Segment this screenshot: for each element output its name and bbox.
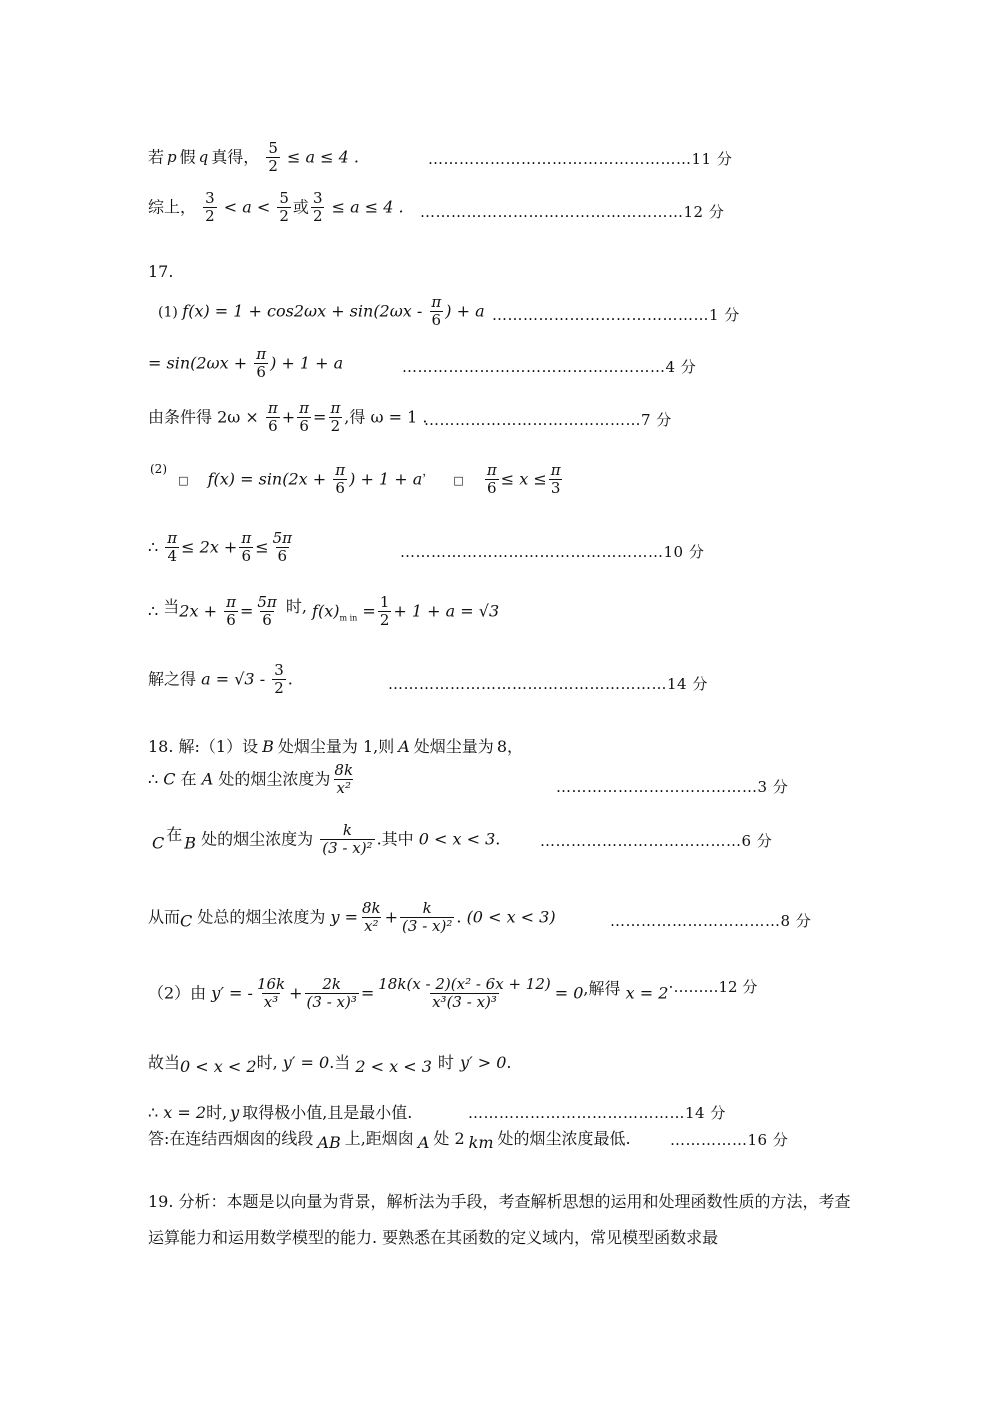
line-12pts: 综上， $\frac{3}{2}$ < a < $\frac{5}{2}$ 或 $\frac{3}{2}$ ≤ a ≤ 4 . — [148, 189, 404, 226]
score-8: ……………………………8 分 — [610, 912, 812, 930]
line-17-3: 由条件得 2ω × $\frac{\pi}{6}$ + $\frac{\pi}{6}$ = $\frac{\pi}{2}$ ,得 ω = 1 . — [148, 399, 428, 436]
score-16: ……………16 分 — [670, 1131, 789, 1149]
score-14b: ……………………………………14 分 — [468, 1104, 726, 1122]
line-18-5: （2）由 y′ = - $\frac{16k}{\text{x³}}$ + $\frac{2k}{\text{(3 - x)³}}$ = $\frac{\text{18k(x - 2)(x² - 6x + 12)}}{\text{x³(3 - x)³}}$ = 0,解得 x = 2⋅………12 分 — [148, 975, 758, 1012]
score-3: …………………………………3 分 — [556, 778, 789, 796]
line-17-6: ∴ 当2x + $\frac{\pi}{6}$ = $\frac{5\pi}{6}$ 时, $f(x)_{m in}$ = $\frac{1}{2}$ + 1 + a = √3 — [148, 593, 500, 630]
line-17-2: = sin(2ωx + $\frac{\pi}{6}$ ) + 1 + a — [148, 345, 344, 382]
score-6: …………………………………6 分 — [540, 832, 773, 850]
score-7: ……………………………………7 分 — [424, 411, 672, 429]
score-14a: ………………………………………………14 分 — [388, 675, 708, 693]
line-18-1: 18. 解:（1）设 B 处烟尘量为 1,则 A 处烟尘量为 8， — [148, 737, 524, 756]
score-4: ……………………………………………4 分 — [402, 358, 697, 376]
line-17-1: (1) f(x) = 1 + cos2ωx + sin(2ωx - $\frac{\pi}{6}$ ) + a — [158, 293, 485, 330]
line-17-5: ∴ $\frac{\pi}{4}$ ≤ 2x + $\frac{\pi}{6}$ ≤ $\frac{5\pi}{6}$ — [148, 529, 292, 566]
score-10: ……………………………………………10 分 — [400, 543, 705, 561]
line-18-4: 从而C 处总的烟尘浓度为 y = $\frac{8k}{\text{x²}}$ + $\frac{k}{\text{(3 - x)²}}$ . (0 < x < 3) — [148, 899, 556, 936]
score-11: ……………………………………………11 分 — [428, 150, 733, 168]
line-18-7: ∴ x = 2时, y 取得极小值,且是最小值. — [148, 1103, 413, 1122]
line-11pts: 若 p 假 q 真得， $\frac{5}{2}$ ≤ a ≤ 4 . — [148, 139, 359, 176]
question-17-number: 17. — [148, 262, 174, 281]
score-12: ……………………………………………12 分 — [420, 203, 725, 221]
line-18-3: C 在 B 处的烟尘浓度为 $\frac{k}{\text{(3 - x)²}}$ .其中 0 < x < 3. — [152, 821, 501, 858]
line-18-6: 故当0 < x < 2时, y′ = 0.当 2 < x < 3 时 y′ > 0. — [148, 1053, 512, 1077]
line-18-answer: 答:在连结西烟囱的线段 AB 上,距烟囱 A 处 2 km 处的烟尘浓度最低. — [148, 1129, 631, 1153]
line-18-2: ∴ C 在 A 处的烟尘浓度为 $\frac{8k}{\text{x²}}$ — [148, 761, 354, 798]
line-17-4: $^{(2)}$ □ f(x) = sin(2x + $\frac{\pi}{6}$ ) + 1 + a， □ $\frac{\pi}{6}$ ≤ x ≤ $\frac{\pi}{3}$ — [150, 461, 561, 498]
fraction: $\frac{5}{2}$ — [268, 139, 278, 176]
score-1: ……………………………………1 分 — [492, 306, 740, 324]
line-17-7: 解之得 a = √3 - $\frac{3}{2}$ . — [148, 661, 293, 698]
question-19-analysis: 19. 分析：本题是以向量为背景，解析法为手段，考查解析思想的运用和处理函数性质的方法，考查运算能力和运用数学模型的能力. 要熟悉在其函数的定义域内，常见模型函数求最 — [148, 1192, 851, 1247]
